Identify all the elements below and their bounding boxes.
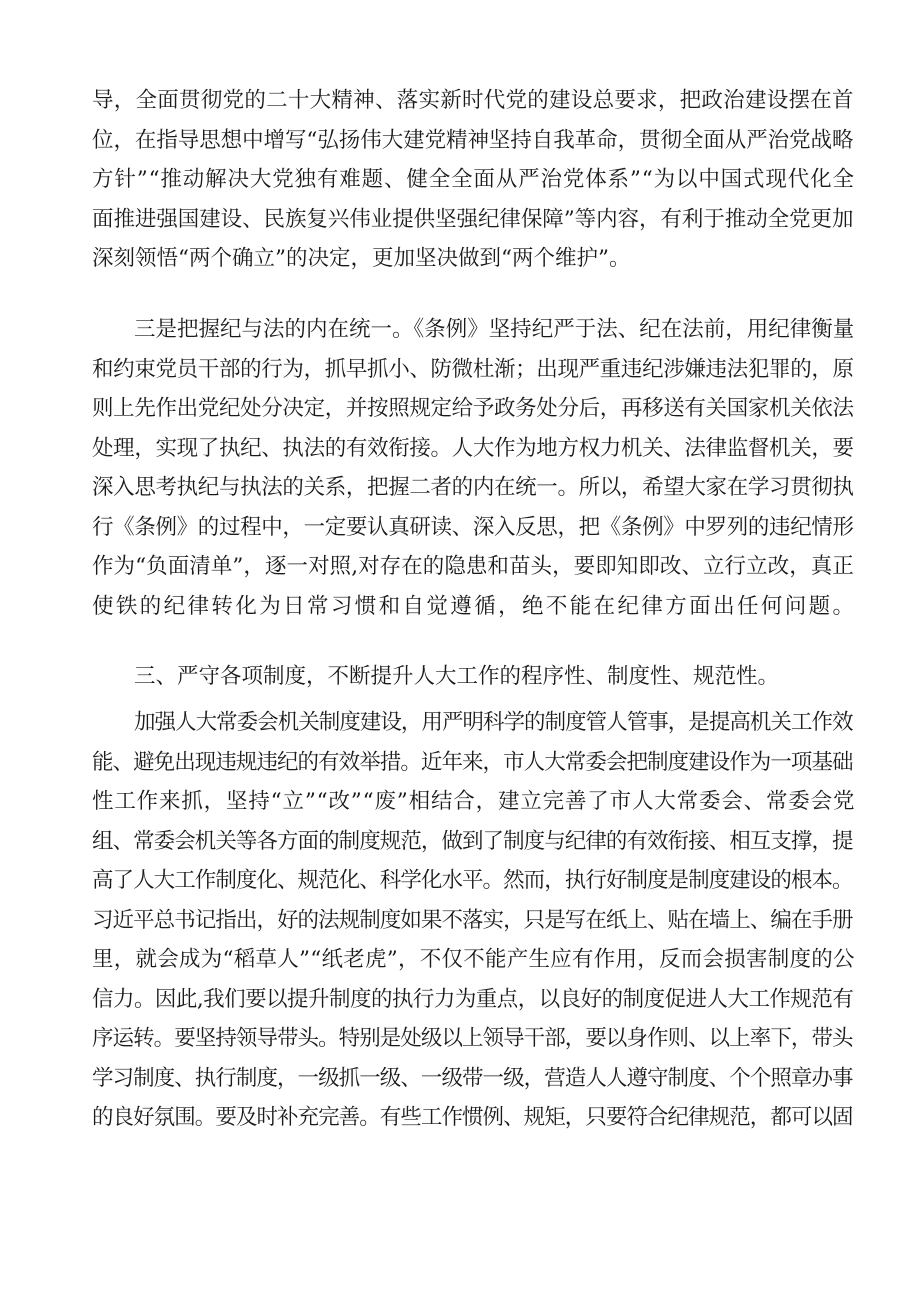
paragraph-1-line-3: 方针”“推动解决大党独有难题、健全全面从严治党体系”“为以中国式现代化全 xyxy=(92,167,855,192)
paragraph-1-line-5: 深刻领悟“两个确立”的决定，更加坚决做到“两个维护”。 xyxy=(92,246,631,271)
paragraph-2-line-7: 作为“负面清单”，逐一对照,对存在的隐患和苗头，要即知即改、立行立改，真正 xyxy=(92,554,854,579)
paragraph-3-line-7: 里，就会成为“稻草人”“纸老虎”，不仅不能产生应有作用，反而会损害制度的公 xyxy=(92,947,855,972)
paragraph-2-line-1: 三是把握纪与法的内在统一。《条例》坚持纪严于法、纪在法前，用纪律衡量 xyxy=(134,317,855,342)
paragraph-3-line-1: 加强人大常委会机关制度建设，用严明科学的制度管人管事，是提高机关工作效 xyxy=(134,710,853,735)
section-heading-3: 三、严守各项制度，不断提升人大工作的程序性、制度性、规范性。 xyxy=(134,664,780,689)
paragraph-2-line-3: 则上先作出党纪处分决定，并按照规定给予政务处分后，再移送有关国家机关依法 xyxy=(92,396,854,421)
paragraph-3-line-6: 习近平总书记指出，好的法规制度如果不落实，只是写在纸上、贴在墙上、编在手册 xyxy=(92,907,853,933)
paragraph-3-line-10: 学习制度、执行制度，一级抓一级、一级带一级，营造人人遵守制度、个个照章办事 xyxy=(92,1065,853,1091)
paragraph-3-line-5: 高了人大工作制度化、规范化、科学化水平。然而，执行好制度是制度建设的根本。 xyxy=(92,868,853,893)
paragraph-3-line-4: 组、常委会机关等各方面的制度规范，做到了制度与纪律的有效衔接、相互支撑，提 xyxy=(92,828,853,854)
paragraph-3-line-9: 序运转。要坚持领导带头。特别是处级以上领导干部，要以身作则、以上率下，带头 xyxy=(92,1026,853,1051)
paragraph-3-line-2: 能、避免出现违规违纪的有效举措。近年来，市人大常委会把制度建设作为一项基础 xyxy=(92,749,853,775)
paragraph-2-line-5: 深入思考执纪与执法的关系，把握二者的内在统一。所以，希望大家在学习贯彻执 xyxy=(92,475,854,500)
paragraph-2-line-2: 和约束党员干部的行为，抓早抓小、防微杜渐；出现严重违纪涉嫌违法犯罪的，原 xyxy=(92,356,854,382)
paragraph-1-line-2: 位，在指导思想中增写“弘扬伟大建党精神坚持自我革命，贯彻全面从严治党战略 xyxy=(92,127,854,153)
paragraph-2-line-6: 行《条例》的过程中，一定要认真研读、深入反思，把《条例》中罗列的违纪情形 xyxy=(92,514,854,540)
paragraph-1-line-1: 导，全面贯彻党的二十大精神、落实新时代党的建设总要求，把政治建设摆在首 xyxy=(92,88,854,113)
paragraph-3-line-8: 信力。因此,我们要以提升制度的执行力为重点，以良好的制度促进人大工作规范有 xyxy=(92,986,854,1012)
paragraph-1-line-4: 面推进强国建设、民族复兴伟业提供坚强纪律保障”等内容，有利于推动全党更加 xyxy=(92,206,854,232)
paragraph-2-line-8: 使铁的纪律转化为日常习惯和自觉遵循，绝不能在纪律方面出任何问题。 xyxy=(92,593,857,619)
paragraph-3-line-3: 性工作来抓，坚持“立”“改”“废”相结合，建立完善了市人大常委会、常委会党 xyxy=(92,789,856,814)
paragraph-2-line-4: 处理，实现了执纪、执法的有效衔接。人大作为地方权力机关、法律监督机关，要 xyxy=(92,435,854,461)
paragraph-3-line-11: 的良好氛围。要及时补充完善。有些工作惯例、规矩，只要符合纪律规范，都可以固 xyxy=(92,1105,853,1130)
